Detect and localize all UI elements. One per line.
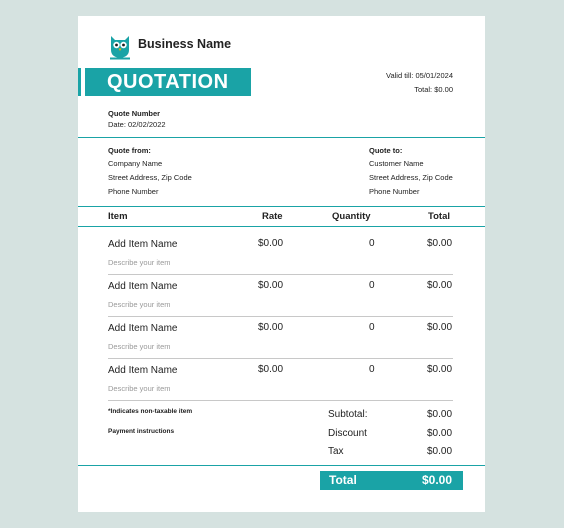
grand-total-box [320,471,463,490]
row-divider [108,358,453,359]
row-divider [108,316,453,317]
from-address: Street Address, Zip Code [108,173,192,182]
subtotal-label: Subtotal: [328,409,368,420]
col-total: Total [428,211,450,222]
col-item: Item [108,211,128,222]
summary-rule [78,465,485,466]
total-label: Total [329,473,357,487]
item-rate: $0.00 [258,280,284,291]
non-taxable-note: *Indicates non-taxable item [108,408,193,415]
item-rate: $0.00 [258,364,284,375]
item-qty: 0 [369,238,375,249]
subtotal-value: $0.00 [427,409,453,420]
item-name: Add Item Name [108,365,178,376]
tax-label: Tax [328,446,344,457]
item-total: $0.00 [427,238,453,249]
divider [78,137,485,138]
quote-date: Date: 02/02/2022 [108,120,166,129]
to-customer: Customer Name [369,159,424,168]
item-qty: 0 [369,280,375,291]
col-quantity: Quantity [332,211,371,222]
document-title: QUOTATION [85,68,251,96]
item-desc: Describe your item [108,258,171,267]
owl-icon [108,32,132,60]
from-company: Company Name [108,159,163,168]
item-desc: Describe your item [108,342,171,351]
payment-instructions: Payment instructions [108,428,175,435]
title-accent-bar [78,68,81,96]
to-phone: Phone Number [369,187,420,196]
item-qty: 0 [369,364,375,375]
valid-till: Valid till: 05/01/2024 [386,71,453,80]
quote-to-label: Quote to: [369,146,403,155]
quote-from-label: Quote from: [108,146,151,155]
business-name: Business Name [138,37,232,51]
item-desc: Describe your item [108,384,171,393]
item-qty: 0 [369,322,375,333]
row-divider [108,274,453,275]
item-total: $0.00 [427,280,453,291]
tax-value: $0.00 [427,446,453,457]
item-desc: Describe your item [108,300,171,309]
col-rate: Rate [262,211,283,222]
quote-number-label: Quote Number [108,109,161,118]
item-rate: $0.00 [258,322,284,333]
item-total: $0.00 [427,364,453,375]
item-name: Add Item Name [108,239,178,250]
item-total: $0.00 [427,322,453,333]
quotation-document [78,16,485,512]
item-name: Add Item Name [108,323,178,334]
to-address: Street Address, Zip Code [369,173,453,182]
total-value: $0.00 [421,473,452,487]
from-phone: Phone Number [108,187,159,196]
table-top-rule [78,206,485,207]
table-header-rule [78,226,485,227]
discount-value: $0.00 [427,428,453,439]
header-total: Total: $0.00 [414,85,453,94]
item-rate: $0.00 [258,238,284,249]
discount-label: Discount [328,428,367,439]
item-name: Add Item Name [108,281,178,292]
row-divider [108,400,453,401]
